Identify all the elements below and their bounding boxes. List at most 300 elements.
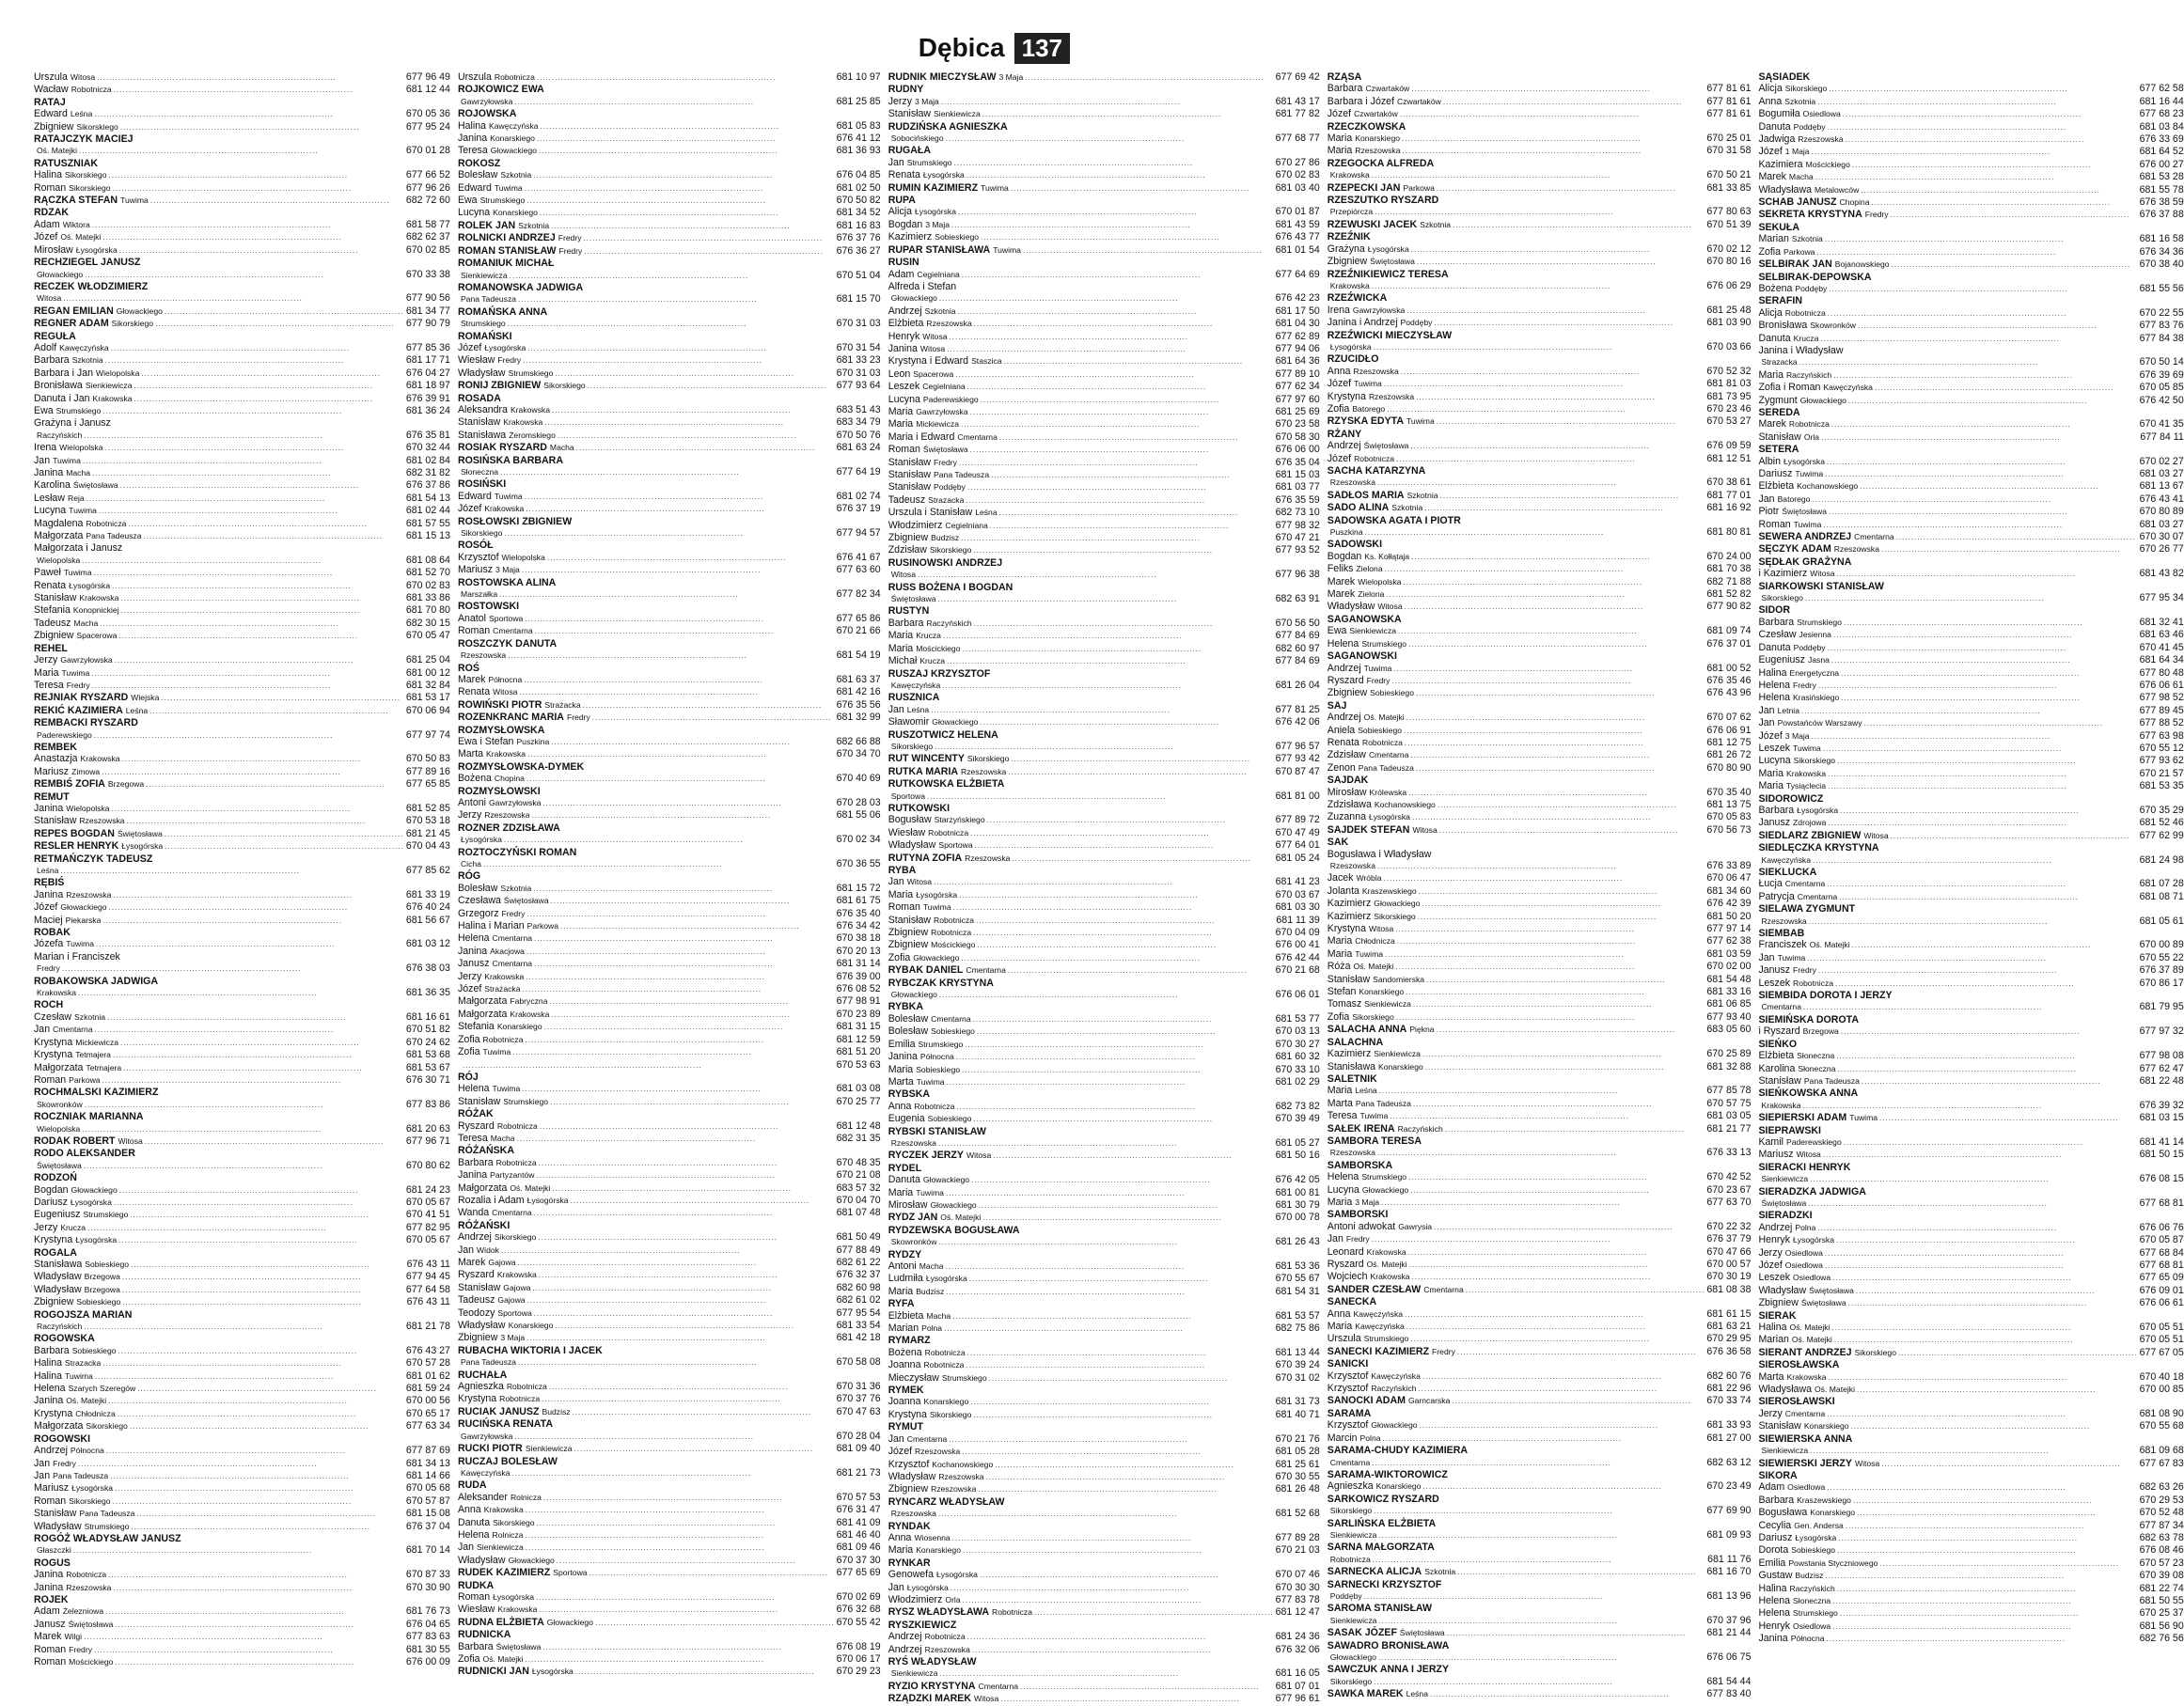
entry-surname: RZUCIDŁO (1327, 353, 1379, 366)
listing-row (1328, 169, 1752, 181)
listing-phone: 677 84 38 (2139, 332, 2184, 344)
listing-phone: 682 62 37 (405, 231, 450, 243)
directory-entry (888, 766, 1320, 778)
listing-street: Sikorskiego (1784, 84, 1828, 94)
leader-dots (970, 828, 1273, 839)
entry-surname: ROGALA (34, 1246, 77, 1259)
listing-street: Leśna (125, 705, 149, 715)
directory-entry (458, 822, 881, 847)
listing-phone: 681 56 67 (405, 914, 450, 926)
leader-dots (145, 1136, 404, 1148)
listing-first-name: Anastazja (34, 753, 78, 765)
listing-phone: 677 97 74 (405, 728, 450, 741)
listing-first-name: Eugeniusz (34, 1209, 81, 1221)
leader-dots (974, 618, 1274, 630)
listing-street: Gen. Andersa (1794, 1520, 1844, 1530)
entry-surname: RZEŹNIKIEWICZ TERESA (1327, 268, 1449, 280)
leader-dots (115, 655, 404, 666)
directory-entry (34, 133, 450, 158)
listing-first-name: Maria (34, 666, 59, 679)
listing-first-name: Zygmunt (1758, 394, 1798, 406)
listing-row (34, 380, 450, 392)
listing-row (1758, 480, 2183, 493)
leader-dots (113, 890, 403, 901)
listing-first-name: Tadeusz (34, 617, 71, 629)
leader-dots (119, 1185, 404, 1197)
leader-dots (1833, 370, 2137, 382)
listing-street: Skowronków (890, 1237, 937, 1247)
listing-row (34, 567, 450, 579)
listing-phone: 676 37 86 (405, 479, 450, 492)
directory-entry (34, 791, 450, 828)
listing-phone: 677 96 57 (1275, 740, 1320, 752)
listing-first-name: Paweł (34, 567, 61, 579)
listing-phone: 681 34 60 (1706, 884, 1752, 897)
leader-dots (1803, 1002, 2138, 1013)
listing-phone: 681 81 03 (1706, 378, 1752, 390)
leader-dots (534, 1208, 835, 1219)
leader-dots (539, 1158, 835, 1169)
listing-first-name: Dariusz (34, 1196, 68, 1208)
listing-street: Tuwima (1406, 416, 1435, 427)
listing-phone: 677 80 63 (1706, 206, 1752, 218)
listing-phone: 676 42 05 (1275, 1174, 1320, 1186)
entry-surname: RUTYNA ZOFIA (888, 852, 963, 864)
leader-dots (523, 984, 835, 995)
leader-dots (571, 1196, 835, 1207)
listing-street: Witosa (1810, 569, 1835, 579)
listing-phone: 681 60 32 (1275, 1051, 1320, 1063)
listing-row (888, 1076, 1320, 1088)
entry-surname: SADO ALINA (1327, 502, 1390, 514)
leader-dots (97, 72, 404, 84)
leader-dots (134, 381, 404, 392)
leader-dots (1034, 1607, 1274, 1619)
listing-phone: 681 16 58 (2139, 233, 2184, 245)
listing-street: Kawęczyńska (489, 120, 539, 131)
listing-street: Witosa (70, 72, 96, 82)
listing-row (888, 355, 1320, 368)
directory-entry (1758, 258, 2183, 271)
listing-row (1758, 1050, 2183, 1062)
listing-row (458, 1244, 881, 1257)
listing-phone: 682 61 22 (836, 1257, 881, 1268)
listing-street: Sienkiewicza (525, 1444, 573, 1454)
directory-entry (34, 1433, 450, 1533)
listing-street: Zdrojowa (1793, 818, 1827, 828)
entry-surname: RYSZ WŁADYSŁAWA (888, 1606, 990, 1619)
listing-street: Sobieskiego (1370, 688, 1414, 698)
listing-row (888, 643, 1320, 655)
listing-street: Oś. Matejki (1789, 1323, 1830, 1333)
listing-phone: 681 03 12 (405, 938, 450, 950)
listing-phone: 670 20 13 (836, 945, 881, 957)
listing-phone: 681 63 21 (1706, 1321, 1752, 1333)
entry-header-row (888, 1606, 1320, 1619)
listing-street: Łysogórska (936, 1570, 978, 1580)
listing-row (1328, 1246, 1752, 1259)
listing-street: Strazacka (928, 494, 965, 505)
listing-row (34, 1271, 450, 1283)
listing-street: Cmentarna (931, 1013, 971, 1024)
entry-surname: RUTKA MARIA (888, 765, 959, 777)
leader-dots (1447, 1628, 1705, 1639)
leader-dots (970, 407, 1274, 418)
leader-dots (1843, 109, 2138, 120)
listing-first-name: Jan (34, 1024, 51, 1036)
listing-street: Robotnicza (1329, 1554, 1371, 1564)
listing-row (1328, 737, 1752, 749)
listing-street: Sikorskiego (86, 1421, 128, 1432)
directory-entry (1328, 1160, 1752, 1210)
listing-first-name: Teresa (1327, 1110, 1358, 1122)
directory-entry (458, 786, 881, 822)
leader-dots (122, 1272, 404, 1283)
listing-row (888, 1113, 1320, 1125)
listing-street: 3 Maja (1784, 730, 1810, 741)
listing-street: Macha (1788, 172, 1814, 182)
leader-dots (1860, 481, 2137, 493)
entry-surname: REGNER ADAM (34, 318, 109, 330)
listing-phone: 681 08 38 (1706, 1283, 1752, 1295)
leader-dots (122, 754, 404, 765)
listing-row (34, 1656, 450, 1668)
leader-dots (526, 1035, 835, 1046)
listing-first-name: Zofia (457, 1653, 480, 1665)
directory-column (888, 71, 1320, 1705)
listing-first-name: Małgorzata (457, 995, 508, 1008)
entry-surname: RUDNA ELŻBIETA (457, 1616, 544, 1628)
listing-street: Budzisz (542, 1406, 571, 1416)
listing-street: Oś. Matejki (1791, 1335, 1832, 1345)
listing-first-name: Jan (1758, 704, 1775, 716)
listing-row (1328, 145, 1752, 157)
listing-street: Szkotnia (924, 305, 956, 316)
listing-street: Pana Tadeusza (934, 470, 990, 479)
listing-street: Głowackiego (490, 146, 537, 156)
listing-phone: 681 26 04 (1275, 679, 1320, 691)
listing-row (1758, 1532, 2183, 1544)
listing-first-name: Bolesław (888, 1012, 929, 1025)
listing-street: Pana Tadeusza (460, 1357, 517, 1368)
listing-street: Rzeszowska (1368, 391, 1415, 401)
listing-phone: 670 50 82 (836, 195, 881, 207)
listing-street: Kochanowskiego (1797, 481, 1859, 492)
listing-phone: 676 42 06 (1275, 716, 1320, 728)
entry-header-row (34, 318, 450, 330)
listing-street: Tetmajera (86, 1062, 122, 1072)
listing-first-name: Sławomir (888, 716, 930, 728)
listing-row (1328, 341, 1752, 353)
listing-phone: 677 62 38 (1706, 935, 1752, 947)
listing-first-name: Adam (34, 1605, 60, 1618)
listing-row (458, 858, 881, 870)
listing-row (888, 814, 1320, 826)
listing-phone: 670 39 24 (1275, 1359, 1320, 1371)
listing-name-line: Janina i Władysław (1758, 344, 1844, 356)
listing-street: Kawęczyńska (1761, 854, 1812, 865)
listing-row (1328, 378, 1752, 390)
leader-dots (526, 1542, 835, 1554)
listing-phone: 681 06 85 (1706, 998, 1752, 1010)
listing-first-name: Ryszard (1327, 1259, 1364, 1270)
leader-dots (1810, 1174, 2137, 1185)
entry-surname: SIEROSŁAWSKI (1758, 1396, 1835, 1408)
entry-header-row (1328, 490, 1752, 502)
directory-entry (458, 1666, 881, 1678)
directory-entry (1758, 604, 2183, 792)
listing-first-name: Czesław (34, 1010, 72, 1023)
entry-surname: SANICKI (1327, 1358, 1369, 1370)
listing-row (1328, 108, 1752, 120)
listing-phone: 670 25 89 (1706, 1048, 1752, 1060)
leader-dots (1390, 1111, 1705, 1122)
listing-phone: 682 61 02 (836, 1294, 881, 1307)
listing-first-name: Urszula i Stanisław (888, 507, 973, 519)
listing-street: Głowackiego (1361, 1184, 1409, 1195)
directory-column (34, 71, 450, 1667)
listing-street: Szkotnia (1784, 96, 1816, 106)
listing-street: Rzeszowska (66, 1582, 112, 1592)
listing-street: Robotnicza (914, 1101, 955, 1111)
entry-header-row (888, 964, 1320, 977)
entry-surname: RYNKAR (888, 1557, 931, 1569)
listing-row (888, 269, 1320, 281)
leader-dots (969, 1274, 1274, 1285)
listing-row (1758, 1544, 2183, 1557)
entry-surname: SAGANOWSKI (1327, 650, 1397, 663)
listing-row (1328, 1590, 1752, 1603)
leader-dots (508, 319, 835, 330)
listing-first-name: Krystyna (457, 1393, 497, 1405)
listing-phone: 670 32 44 (405, 442, 450, 454)
listing-first-name: Władysława (1758, 1384, 1812, 1396)
listing-phone: 681 42 18 (836, 1332, 881, 1344)
listing-phone: 681 15 08 (405, 1508, 450, 1520)
listing-phone: 676 33 89 (1706, 860, 1752, 871)
entry-header-row (458, 699, 881, 712)
listing-row (458, 270, 881, 282)
listing-street: Sienkiewicza (1761, 1446, 1809, 1456)
listing-phone: 670 86 17 (2139, 977, 2184, 989)
directory-entry (1758, 1039, 2183, 1088)
listing-street: Fredry (69, 1644, 92, 1654)
entry-surname: RZEŹNIK (1327, 231, 1371, 243)
listing-phone: 670 29 95 (1706, 1333, 1752, 1345)
leader-dots (1011, 754, 1273, 765)
listing-row (1758, 854, 2183, 867)
entry-header-row (34, 1135, 450, 1148)
listing-first-name: Lucyna (457, 207, 491, 219)
leader-dots (1023, 245, 1274, 257)
listing-first-name: Elżbieta (888, 318, 924, 330)
listing-first-name: Teresa (34, 679, 64, 691)
leader-dots (1457, 1567, 1705, 1578)
listing-first-name: Dariusz (1758, 468, 1793, 479)
listing-first-name: Krystyna (888, 1408, 927, 1420)
listing-first-name: Helena (457, 932, 490, 945)
listing-street: Łysogórska (1795, 1532, 1837, 1542)
listing-street: Parkowa (526, 921, 559, 931)
listing-row (1758, 1222, 2183, 1234)
listing-row (34, 1024, 450, 1036)
listing-row (1758, 916, 2183, 928)
entry-header-row (1328, 415, 1752, 428)
listing-phone: 677 88 52 (2139, 717, 2184, 729)
listing-street: Witosa (922, 331, 948, 341)
listing-row (458, 368, 881, 380)
listing-street: Świętosława (503, 896, 549, 906)
listing-phone: 677 95 24 (405, 120, 450, 133)
listing-phone: 670 41 51 (405, 1209, 450, 1221)
listing-street: Oś. Matejki (1363, 712, 1405, 723)
listing-row (888, 1039, 1320, 1051)
listing-street: Konarskiego (1377, 1061, 1423, 1072)
listing-street: Robotnicza (1361, 737, 1403, 747)
listing-phone: 677 69 42 (1275, 71, 1320, 83)
listing-phone: 676 41 67 (836, 551, 881, 563)
listing-row (1328, 998, 1752, 1010)
leader-dots (1413, 999, 1705, 1010)
listing-street: Szkotnia (1406, 490, 1438, 500)
listing-row (1758, 878, 2183, 890)
listing-phone: 682 31 35 (836, 1132, 881, 1144)
entry-surname: ROSIAK RYSZARD (457, 442, 547, 454)
listing-first-name: Antoni (457, 796, 486, 808)
listing-first-name: Roman (34, 1643, 67, 1655)
listing-row (458, 318, 881, 330)
leader-dots (544, 1022, 835, 1033)
entry-surname: SAROMA STANISŁAW (1327, 1603, 1432, 1615)
listing-first-name: Leonard (1327, 1245, 1364, 1258)
listing-first-name: Andrzej (1327, 440, 1361, 452)
leader-dots (1406, 1322, 1705, 1333)
listing-street: Witosa (906, 877, 933, 887)
leader-dots (1827, 1634, 2138, 1645)
listing-first-name: Krzysztof (1327, 1369, 1369, 1382)
listing-street: Gajowa (497, 1295, 526, 1306)
directory-entry (1758, 1210, 2183, 1309)
leader-dots (995, 1460, 1273, 1471)
page-number: 137 (1014, 33, 1070, 64)
leader-dots (1378, 1652, 1705, 1664)
listing-row (1328, 935, 1752, 947)
listing-row (888, 655, 1320, 667)
directory-entry (458, 1443, 881, 1455)
entry-surname: SEREDA (1758, 406, 1800, 418)
listing-street: Robotnicza (923, 1360, 965, 1370)
listing-first-name: Maria (888, 1285, 914, 1297)
directory-entry (888, 1163, 1320, 1213)
listing-first-name: Zofia (1327, 402, 1350, 415)
listing-row (1328, 403, 1752, 415)
listing-row (888, 318, 1320, 330)
entry-header-row (458, 380, 881, 392)
listing-phone: 681 16 61 (405, 1010, 450, 1023)
listing-street: Tuwima (1354, 379, 1382, 389)
leader-dots (534, 1308, 835, 1320)
listing-street: Gawrysia (1398, 1221, 1433, 1231)
listing-street: Wielopolska (37, 555, 81, 565)
listing-first-name: Zofia (888, 951, 911, 963)
entry-surname: RUDNIK MIECZYSŁAW (888, 71, 997, 83)
leader-dots (144, 531, 404, 542)
listing-row (888, 381, 1320, 393)
listing-first-name: Stanisław (457, 416, 501, 429)
listing-row (1328, 1554, 1752, 1566)
listing-phone: 676 08 52 (836, 983, 881, 995)
directory-entry (34, 1309, 450, 1334)
listing-first-name: Krystyna i Edward (888, 355, 969, 368)
listing-row (1328, 366, 1752, 378)
listing-street: Łysogórska (71, 1483, 114, 1494)
listing-phone: 676 42 50 (2139, 394, 2184, 406)
listing-street: Batorego (1352, 403, 1386, 414)
listing-street: Robotnicza (1784, 307, 1826, 318)
listing-row (458, 1393, 881, 1405)
listing-first-name: Stanisław (457, 1281, 501, 1293)
listing-first-name: Czesław (1758, 629, 1797, 641)
listing-phone: 677 89 72 (1275, 814, 1320, 826)
entry-surname: SALETNIK (1327, 1072, 1377, 1085)
directory-entry (1328, 1408, 1752, 1445)
listing-street: Energetyczna (1789, 667, 1840, 678)
listing-street: Krucza (919, 656, 946, 666)
listing-street: Krucza (60, 1222, 86, 1232)
listing-first-name: Jan (1758, 493, 1775, 505)
listing-phone: 681 25 04 (405, 654, 450, 666)
listing-phone: 676 39 00 (836, 970, 881, 982)
listing-first-name: Zbigniew (457, 1332, 498, 1344)
listing-street: Oś. Matejki (940, 1213, 982, 1223)
leader-dots (533, 170, 834, 181)
leader-dots (1857, 1385, 2138, 1396)
entry-surname: RODZOŃ (34, 1172, 77, 1184)
entry-surname: RUCIŃSKA RENATA (457, 1418, 553, 1431)
listing-phone: 681 27 00 (1706, 1432, 1752, 1444)
leader-dots (1405, 1309, 1705, 1321)
leader-dots (551, 896, 835, 907)
directory-entry (1328, 158, 1752, 182)
leader-dots (1818, 681, 2138, 692)
leader-dots (539, 1270, 835, 1281)
entry-surname: SARAMA-WIKTOROWICZ (1327, 1468, 1448, 1480)
listing-street: Sienkiewicza (85, 381, 133, 391)
leader-dots (123, 1063, 404, 1074)
listing-row (34, 405, 450, 417)
listing-street: Tuwima (922, 902, 951, 913)
leader-dots (85, 1100, 404, 1111)
leader-dots (1841, 1026, 2138, 1038)
listing-phone: 676 43 77 (1275, 231, 1320, 243)
leader-dots (1425, 1062, 1705, 1073)
entry-surname: RZEŹWICKI MIECZYSŁAW (1327, 329, 1453, 341)
listing-phone: 681 50 20 (1706, 910, 1752, 922)
listing-street: Powstańców Warszawy (1777, 718, 1862, 728)
listing-row (1758, 1620, 2183, 1633)
leader-dots (1896, 532, 2138, 543)
listing-street: Łysogórska (531, 1667, 573, 1677)
leader-dots (1853, 1495, 2138, 1507)
listing-row (888, 630, 1320, 642)
directory-entry (458, 540, 881, 576)
listing-phone: 676 32 68 (836, 1604, 881, 1616)
leader-dots (108, 1396, 404, 1407)
listing-first-name: Krystyna (1327, 390, 1366, 402)
listing-phone: 681 64 34 (2139, 654, 2184, 666)
entry-surname: SIEPRAWSKI (1758, 1124, 1821, 1136)
listing-first-name: Aleksander (457, 1491, 508, 1503)
